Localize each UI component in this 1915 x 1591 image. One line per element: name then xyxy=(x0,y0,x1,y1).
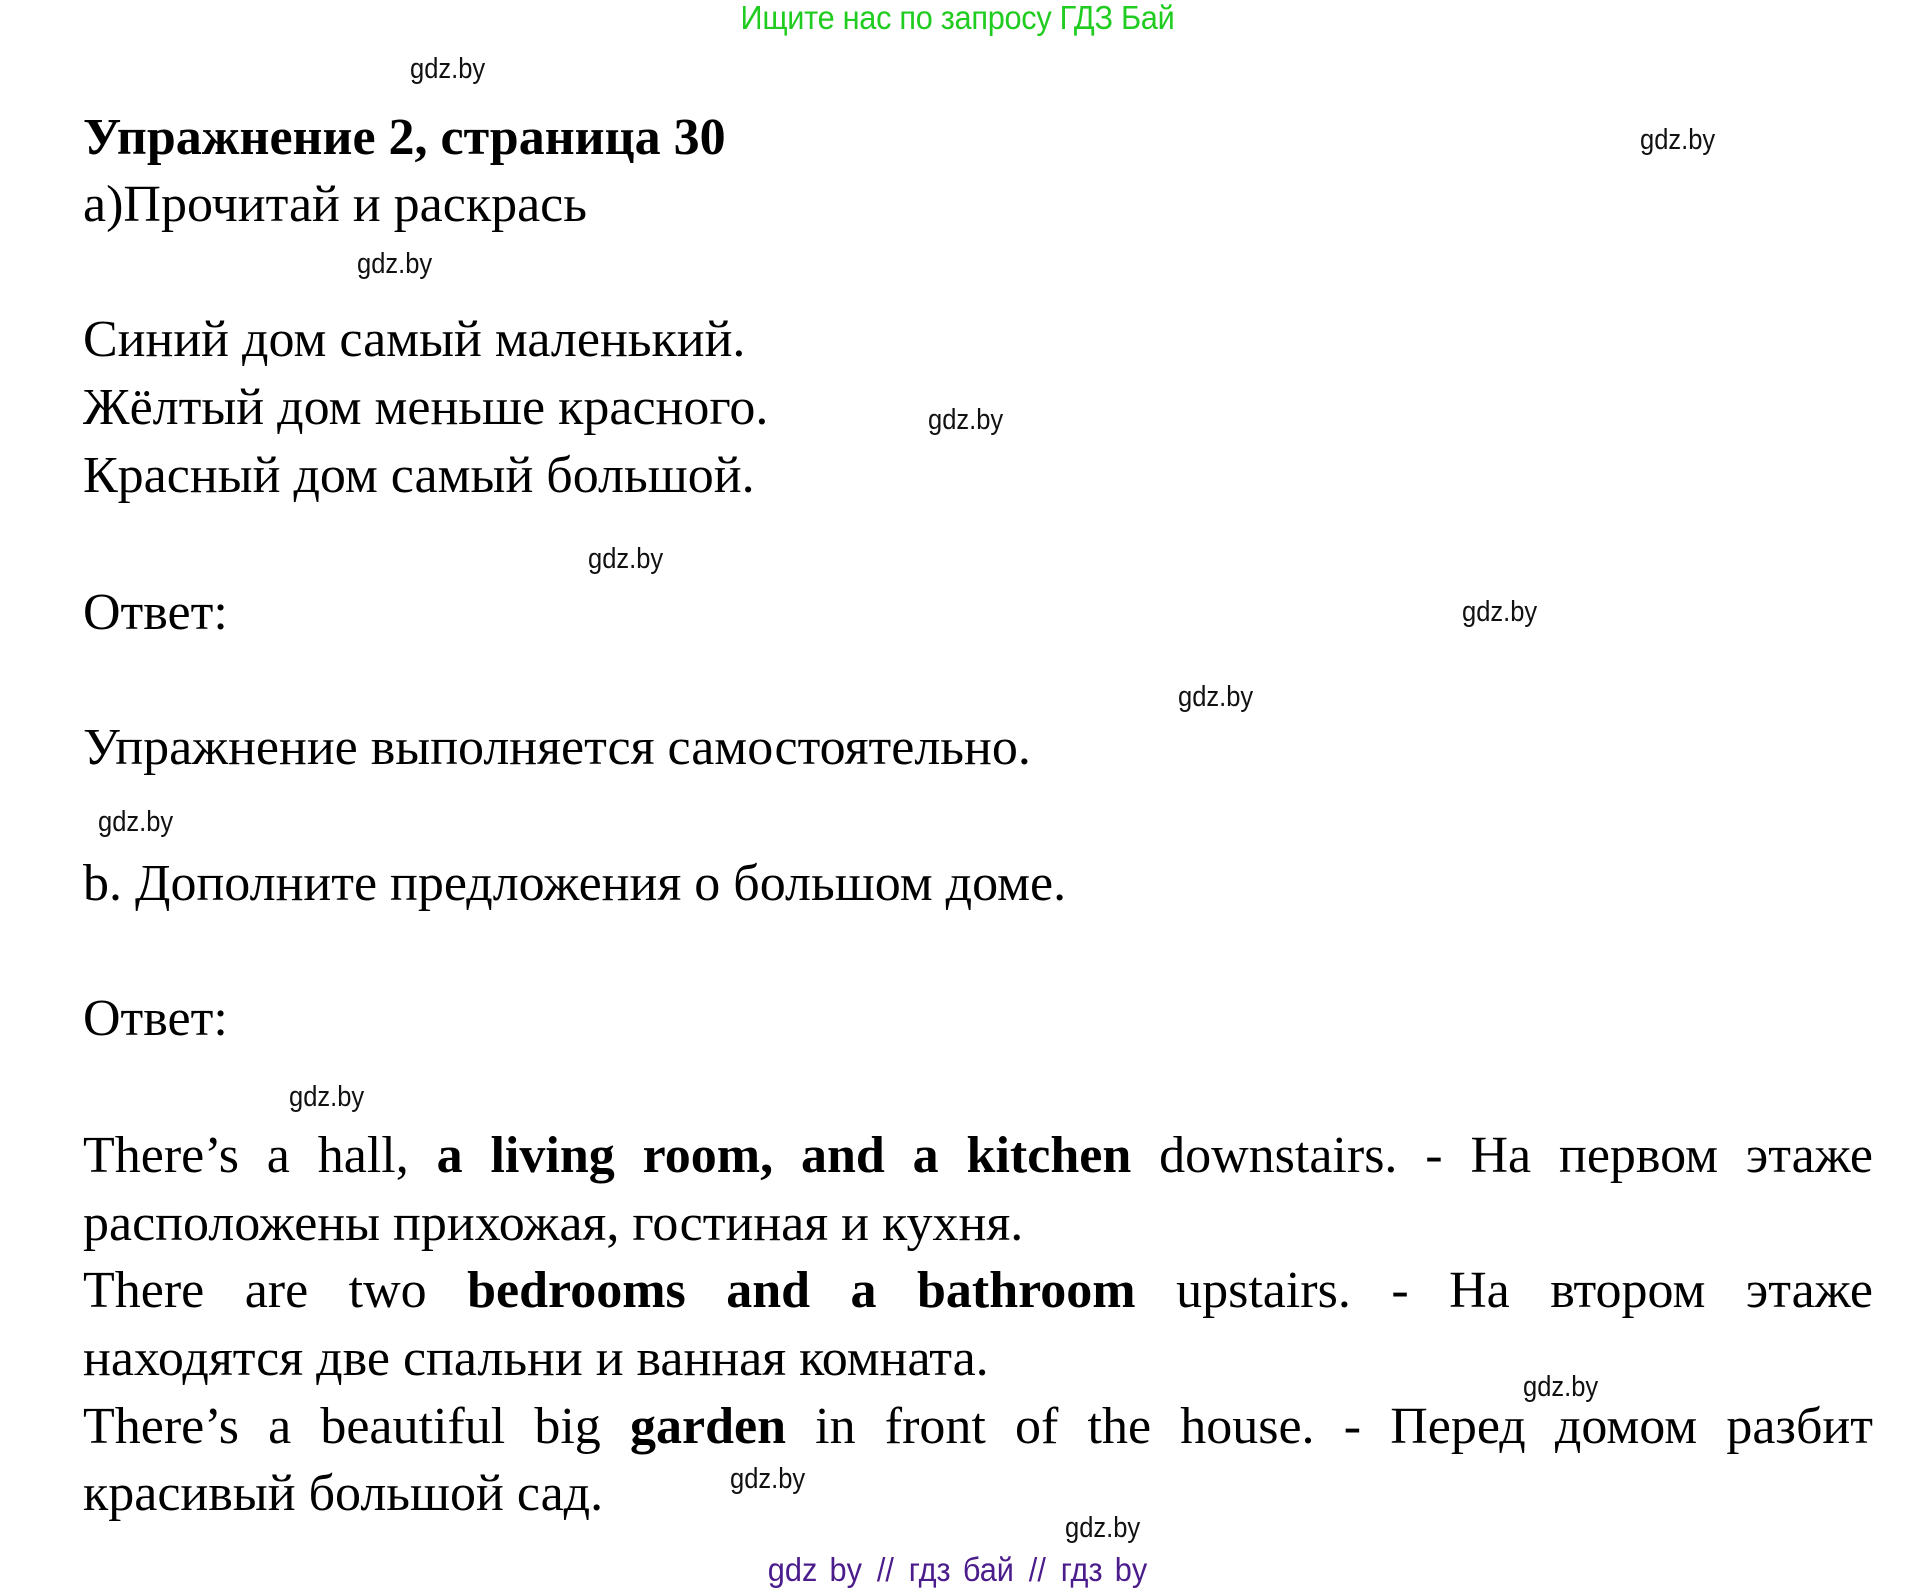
watermark: gdz.by xyxy=(289,1081,365,1113)
sentence-2-row-1: There are two bedrooms and a bathroom upstairs. - На втором этаже xyxy=(83,1262,1873,1320)
watermark: gdz.by xyxy=(1640,124,1716,156)
bold-answer: garden xyxy=(629,1397,786,1455)
watermark: gdz.by xyxy=(357,248,433,280)
sentence-2-row-2: находятся две спальни и ванная комната. xyxy=(83,1330,989,1388)
answer-text-a: Упражнение выполняется самостоятельно. xyxy=(83,719,1031,776)
task-b-heading: b. Дополните предложения о большом доме. xyxy=(83,855,1067,912)
footer-separator: // xyxy=(1028,1551,1046,1588)
watermark: gdz.by xyxy=(1178,681,1254,713)
watermark: gdz.by xyxy=(588,543,664,575)
footer-link-gdz-bai[interactable]: гдз бай xyxy=(908,1551,1014,1588)
footer-links xyxy=(67,1552,1848,1588)
footer-link-gdz-by[interactable]: gdz by xyxy=(767,1551,862,1588)
sentence-3-row-2: красивый большой сад. xyxy=(83,1465,604,1523)
answer-label-b: Ответ: xyxy=(83,990,228,1047)
task-a-line-1: Синий дом самый маленький. xyxy=(83,311,746,368)
page-title: Упражнение 2, страница 30 xyxy=(83,109,726,166)
bold-answer: a living room, and a kitchen xyxy=(436,1127,1132,1184)
footer-link-gdz-by-ru[interactable]: гдз by xyxy=(1060,1551,1148,1588)
watermark: gdz.by xyxy=(98,806,174,838)
task-a-heading: a)Прочитай и раскрась xyxy=(83,176,587,233)
watermark: gdz.by xyxy=(1523,1371,1599,1403)
watermark: gdz.by xyxy=(1462,596,1538,628)
sentence-1-row-1: There’s a hall, a living room, and a kitchen downstairs. - На первом этаже xyxy=(83,1127,1873,1184)
footer-separator: // xyxy=(876,1551,894,1588)
task-a-line-2: Жёлтый дом меньше красного. xyxy=(83,379,769,436)
answer-paragraph-b xyxy=(83,1122,1873,1528)
sentence-1-row-2: расположены прихожая, гостиная и кухня. xyxy=(83,1194,1024,1252)
answer-label-a: Ответ: xyxy=(83,584,228,641)
watermark: gdz.by xyxy=(1065,1512,1141,1544)
watermark: gdz.by xyxy=(928,404,1004,436)
watermark: gdz.by xyxy=(410,53,486,85)
task-a-line-3: Красный дом самый большой. xyxy=(83,447,755,504)
bold-answer: bedrooms and a bathroom xyxy=(467,1262,1136,1320)
promo-banner: Ищите нас по запросу ГДЗ Бай xyxy=(740,0,1175,36)
sentence-3-row-1: There’s a beautiful big garden in front of the house. - Перед домом разбит xyxy=(83,1397,1873,1455)
watermark: gdz.by xyxy=(730,1463,806,1495)
